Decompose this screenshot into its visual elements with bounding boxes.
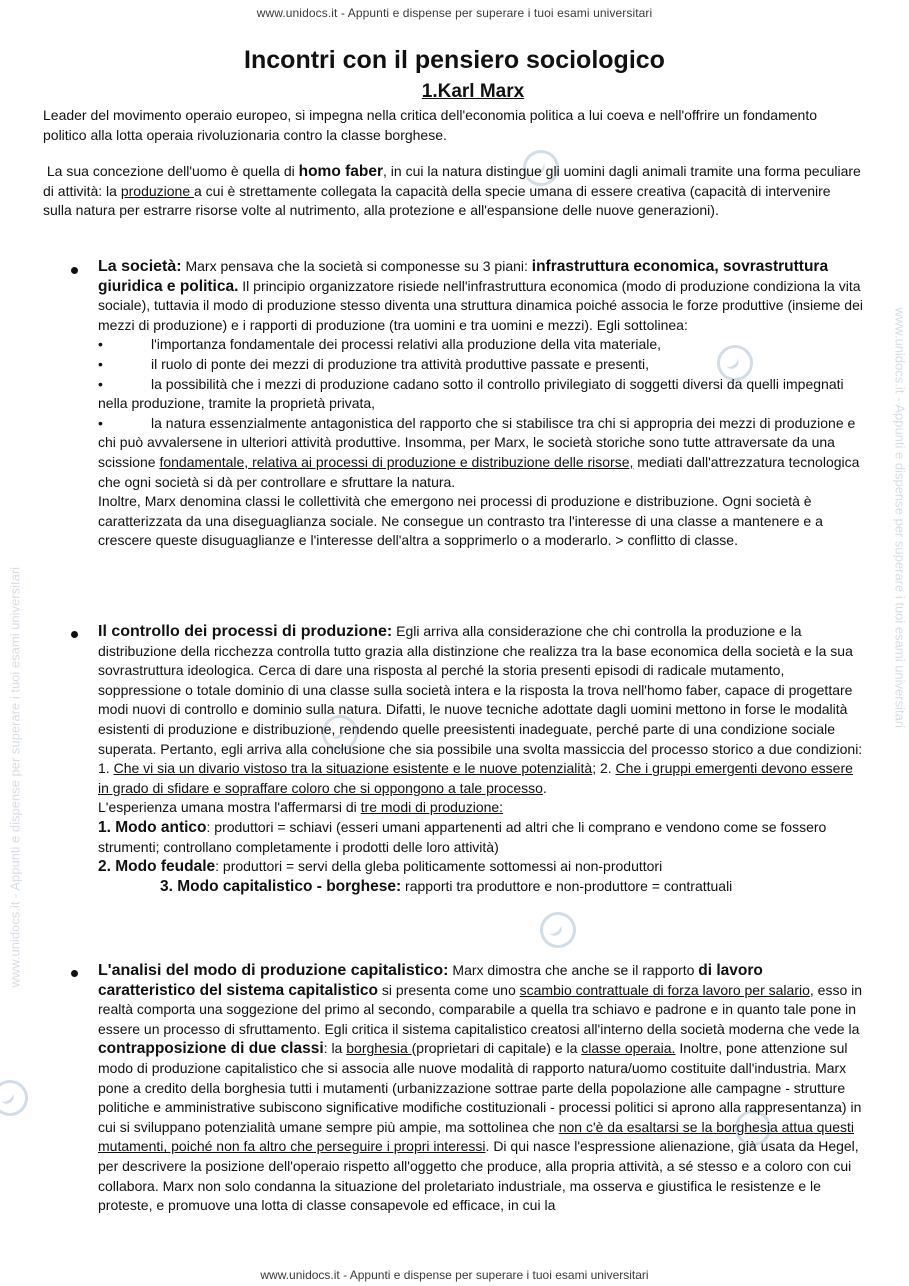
watermark-logo-icon: [0, 1073, 35, 1123]
bullet-icon: •: [98, 375, 103, 392]
mode-feudale: [98, 857, 863, 877]
key-terms: contrapposizione di due classi: [98, 1040, 324, 1058]
list-item: [98, 414, 863, 492]
text: la natura essenzialmente antagonistica del rapporto che si stabilisce tra chi si appropria dei mezzi di produzione e chi può avvalersene in ulteriori attività produttive. Insomma, per Marx, le società storiche sono tutte attraversate da una scissione: [98, 414, 856, 470]
document-subtitle: 1.Karl Marx: [421, 81, 525, 102]
underlined-text: fondamentale, relativa ai processi di produzione e distribuzione delle risorse,: [159, 453, 634, 470]
classes-paragraph: Inoltre, Marx denomina classi le collettività che emergono nei processi di produzione e distribuzione. Ogni società è caratterizzata da una diseguaglianza sociale. Ne consegue un contrasto tra l'interesse di una classe a mantenere e a crescere queste disuguaglianze e l'interesse dell'altra a sopprimerlo o a moderarlo. > conflitto di classe.: [98, 493, 823, 549]
bullet-icon: [71, 631, 78, 638]
underlined-text: scambio contrattuale di forza lavoro per salario: [519, 981, 810, 998]
text: la possibilità che i mezzi di produzione cadano sotto il controllo privilegiato di soggetti diversi da quelli impegnati nella produzione, tramite la proprietà privata,: [98, 375, 844, 412]
underlined-text: tre modi di produzione:: [360, 799, 504, 816]
bullet-icon: •: [98, 414, 103, 431]
list-item: [98, 375, 863, 414]
text: : produttori = servi della gleba politicamente sottomessi ai non-produttori: [215, 858, 663, 875]
text: Il principio organizzatore risiede nell'infrastruttura economica (modo di produzione condiziona la vita sociale), tuttavia il modo di produzione stesso diventa una struttura dinamica poiché associa le forze produttive (insieme dei mezzi di produzione) e i rapporti di produzione (tra uomini e tra uomini e mezzi). Egli sottolinea:: [98, 277, 863, 333]
text: a cui è strettamente collegata la capacità della specie umana di essere creativa (capacità di intervenire sulla natura per estrarre risorse volte al nutrimento, alla protezione e all'espansione delle nuove generazioni).: [43, 182, 831, 219]
document-title: Incontri con il pensiero sociologico: [244, 46, 665, 74]
text: , in cui la natura distingue gli uomini dagli animali tramite una forma peculiare di attività: la: [43, 163, 861, 199]
section-heading: Il controllo dei processi di produzione:: [98, 623, 393, 640]
list-item: [98, 355, 863, 375]
conditions-line: [98, 759, 863, 798]
text: (proprietari di capitale) e la: [411, 1040, 582, 1057]
text: Inoltre, pone attenzione sul modo di produzione capitalistico che si associa alle nuove modalità di rapporto natura/uomo costituite dall'industria. Marx pone a credito della borghesia tutti i mutamenti (urbanizzazione sottrae parte della popolazione alle campagne - strutture politiche e amministrative subiscono significative modifiche costituzionali - processi politici si aprono alla rappresentanza) in cui si sviluppano potenzialità umane sempre più ampie, ma sottolinea che: [98, 1040, 862, 1135]
mode-heading: 3. Modo capitalistico - borghese:: [160, 877, 402, 895]
section-heading: L'analisi del modo di produzione capitalistico:: [98, 962, 449, 979]
intro-paragraph-2: [43, 162, 863, 221]
section-heading: La società:: [98, 258, 182, 275]
text: ; 2.: [592, 760, 616, 777]
side-watermark-right: www.unidocs.it - Appunti e dispense per superare i tuoi esami universitari: [892, 307, 908, 729]
text: La sua concezione dell'uomo è quella di: [46, 163, 299, 179]
list-item: [98, 335, 863, 355]
mode-antico: [98, 818, 863, 857]
text: mediati dall'attrezzatura tecnologica che ogni società si dà per controllare e sfruttare la natura.: [98, 453, 860, 490]
mode-capitalistico: [98, 877, 863, 897]
experience-line: [98, 798, 863, 818]
text: il ruolo di ponte dei mezzi di produzione tra attività produttive passate e presenti,: [151, 355, 650, 372]
section-controllo: [98, 622, 863, 896]
text: . Di qui nasce l'espressione alienazione, già usata da Hegel, per descrivere la posizione dell'operaio rispetto all'oggetto che produce, alla propria attività, a sé stesso e a coloro con cui collabora. Marx non solo condanna la situazione del proletariato industriale, ma osserva e giustifica le resistenze e le proteste, e promuove una lotta di classe consapevole ed efficace, in cui la: [98, 1138, 859, 1214]
classe-operaia-term: classe operaia.: [581, 1040, 676, 1057]
produzione-term: produzione: [120, 182, 194, 199]
text: rapporti tra produttore e non-produttore = contrattuali: [401, 877, 733, 894]
header-banner: www.unidocs.it - Appunti e dispense per superare i tuoi esami universitari: [256, 6, 653, 20]
text: Marx dimostra che anche se il rapporto: [448, 962, 699, 978]
bullet-icon: •: [98, 355, 103, 372]
text: : la: [323, 1040, 347, 1057]
mode-heading: 1. Modo antico: [98, 818, 207, 836]
watermark-logo-icon: [533, 905, 583, 955]
text: Egli arriva alla considerazione che chi controlla la produzione e la distribuzione della ricchezza controlla tutto grazia alla distinzione che realizza tra la base economica della società e la sua sovrastruttura ideologica. Cerca di dare una risposta al perché la storia presenti episodi di radicale mutamento, soppressione o totale dominio di una classe sulla società intera e la risposta la trova nell'homo faber, capace di progettare modi nuovi di controllo e dominio sulla natura. Difatti, le nuove tecniche adottate dagli uomini mettono in forse le modalità esistenti di produzione e distribuzione, rendendo quelle preesistenti inadeguate, perché parte di una condizione sociale superata. Pertanto, egli arriva alla conclusione che sia possibile una svolta massiccia del processo storico a due condizioni:: [98, 623, 863, 757]
text: l'importanza fondamentale dei processi relativi alla produzione della vita materiale,: [151, 336, 662, 353]
text: 1.: [98, 760, 114, 777]
bullet-icon: [71, 267, 78, 274]
text: : produttori = schiavi (esseri umani appartenenti ad altri che li comprano e vendono come se fossero strumenti; controllano completamente i prodotti delle loro attività): [98, 818, 827, 855]
homo-faber-term: homo faber: [298, 163, 384, 180]
footer-banner: www.unidocs.it - Appunti e dispense per superare i tuoi esami universitari: [260, 1268, 649, 1282]
section-societa: [98, 257, 863, 551]
text: .: [542, 779, 547, 796]
text: Marx pensava che la società si componesse su 3 piani:: [181, 258, 532, 274]
borghesia-term: borghesia: [346, 1040, 412, 1057]
intro-paragraph-1: Leader del movimento operaio europeo, si impegna nella critica dell'economia politica a lui coeva e nell'offrire un fondamento politico alla lotta operaia rivoluzionaria contro la classe borghese.: [43, 107, 817, 143]
bullet-icon: •: [98, 336, 103, 353]
text: si presenta come uno: [377, 981, 520, 998]
mode-heading: 2. Modo feudale: [98, 858, 216, 876]
side-watermark-left: www.unidocs.it - Appunti e dispense per superare i tuoi esami universitari: [7, 566, 23, 988]
key-terms: infrastruttura economica, sovrastruttura giuridica e politica.: [98, 258, 829, 295]
underlined-text: non c'è da esaltarsi se la borghesia attua questi mutamenti, poiché non fa altro che perseguire i propri interessi: [98, 1118, 855, 1155]
text: , esso in realtà comporta una soggezione del primo al secondo, comparabile a quella tra schiavo e padrone e in quanto tale pone in essere un processo di sfruttamento. Egli critica il sistema capitalistico creatosi all'interno della società moderna che vede la: [98, 981, 863, 1037]
condition-2: Che i gruppi emergenti devono essere in grado di sfidare e sopraffare coloro che si oppongono a tale processo: [98, 760, 853, 796]
section-analisi: [98, 961, 863, 1216]
key-terms: di lavoro caratteristico del sistema capitalistico: [98, 962, 763, 999]
condition-1: Che vi sia un divario vistoso tra la situazione esistente e le nuove potenzialità: [113, 760, 593, 777]
text: L'esperienza umana mostra l'affermarsi di: [98, 799, 361, 816]
bullet-icon: [71, 970, 78, 977]
